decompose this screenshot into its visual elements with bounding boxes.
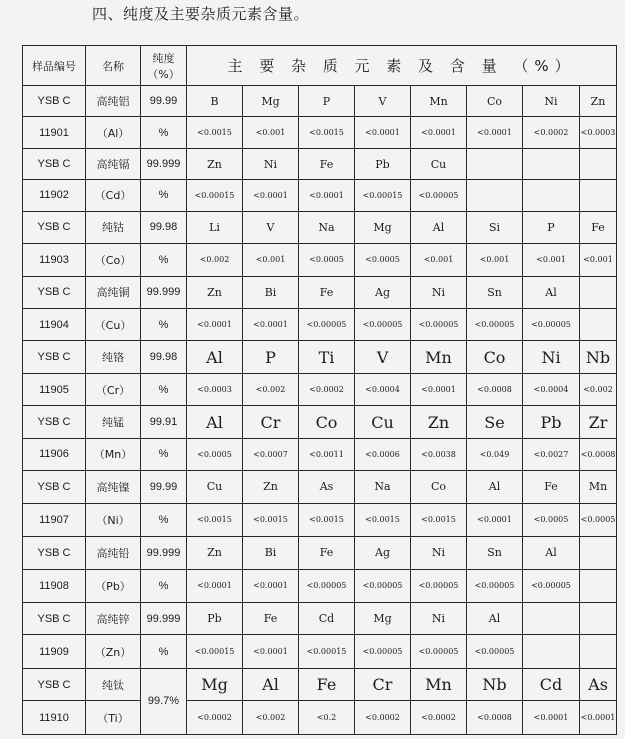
- sample-code-number: 11907: [23, 503, 86, 536]
- impurity-content: <0.00005: [355, 569, 411, 602]
- impurity-element: Co: [467, 86, 523, 117]
- impurity-element: Cd: [523, 668, 580, 700]
- impurity-content: <0.00005: [355, 635, 411, 668]
- impurity-element: V: [355, 86, 411, 117]
- impurity-content: <0.0001: [187, 569, 243, 602]
- impurity-content: <0.0001: [299, 180, 355, 211]
- impurity-element: P: [523, 211, 580, 243]
- purity-unit: %: [141, 635, 187, 668]
- sample-symbol: （Mn）: [86, 438, 141, 470]
- impurity-content: <0.00005: [355, 309, 411, 341]
- sample-code-prefix: YSB C: [23, 341, 86, 373]
- impurity-content: [523, 180, 580, 211]
- sample-symbol: （Pb）: [86, 569, 141, 602]
- impurity-content: <0.0005: [187, 438, 243, 470]
- impurity-content: <0.0001: [467, 503, 523, 536]
- impurity-content: <0.0015: [299, 503, 355, 536]
- impurity-element: Fe: [243, 602, 299, 634]
- header-row: [23, 46, 617, 86]
- impurity-content: <0.0006: [355, 438, 411, 470]
- impurity-content: [580, 635, 617, 668]
- sample-code-prefix: YSB C: [23, 668, 86, 700]
- purity-unit: %: [141, 373, 187, 405]
- impurity-element: Ag: [355, 276, 411, 308]
- impurity-content: [580, 569, 617, 602]
- sample-row-values: [23, 117, 617, 148]
- sample-code-prefix: YSB C: [23, 211, 86, 243]
- sample-row: [23, 406, 617, 438]
- impurity-content: <0.0008: [467, 373, 523, 405]
- sample-name: 高纯铅: [86, 537, 141, 569]
- impurity-element: Ni: [523, 86, 580, 117]
- impurity-content: <0.0004: [523, 373, 580, 405]
- impurity-element: Li: [187, 211, 243, 243]
- impurity-element: Ti: [299, 341, 355, 373]
- sample-code-number: 11906: [23, 438, 86, 470]
- sample-code-prefix: YSB C: [23, 406, 86, 438]
- impurity-content: <0.0002: [299, 373, 355, 405]
- sample-row: [23, 537, 617, 569]
- impurity-content: <0.001: [243, 244, 299, 276]
- sample-code-number: 11905: [23, 373, 86, 405]
- impurity-element: Ag: [355, 537, 411, 569]
- impurity-content: <0.0003: [187, 373, 243, 405]
- sample-name: 纯锰: [86, 406, 141, 438]
- impurity-element: Fe: [580, 211, 617, 243]
- impurity-element: Zr: [580, 406, 617, 438]
- impurity-content: [580, 180, 617, 211]
- impurity-content: <0.0001: [243, 180, 299, 211]
- impurity-element: As: [299, 471, 355, 503]
- impurity-element: Mn: [411, 668, 467, 700]
- sample-name: 高纯锌: [86, 602, 141, 634]
- section-heading: 四、纯度及主要杂质元素含量。: [92, 5, 310, 23]
- impurity-element: Fe: [523, 471, 580, 503]
- sample-purity: 99.999: [141, 602, 187, 634]
- impurity-element: Mn: [411, 341, 467, 373]
- impurity-content: <0.001: [411, 244, 467, 276]
- impurity-content: <0.00005: [523, 569, 580, 602]
- impurity-element: Ni: [411, 602, 467, 634]
- sample-row: [23, 341, 617, 373]
- impurity-content: <0.00005: [299, 569, 355, 602]
- impurity-content: <0.0015: [187, 117, 243, 148]
- impurity-content: <0.001: [467, 244, 523, 276]
- impurity-element: Al: [467, 471, 523, 503]
- impurity-content: <0.00005: [299, 309, 355, 341]
- impurity-element: Se: [467, 406, 523, 438]
- impurity-element: Zn: [243, 471, 299, 503]
- impurity-content: <0.00005: [467, 569, 523, 602]
- impurity-content: <0.00015: [299, 635, 355, 668]
- impurity-element: P: [243, 341, 299, 373]
- sample-name: 纯钛: [86, 668, 141, 700]
- sample-row-values: [23, 309, 617, 341]
- impurity-element: Fe: [299, 148, 355, 179]
- impurity-element: V: [355, 341, 411, 373]
- sample-code-prefix: YSB C: [23, 276, 86, 308]
- sample-name: 纯钴: [86, 211, 141, 243]
- impurity-content: <0.0002: [187, 701, 243, 735]
- impurity-content: <0.00015: [187, 180, 243, 211]
- impurity-content: <0.049: [467, 438, 523, 470]
- impurity-content: <0.0002: [523, 117, 580, 148]
- impurity-element: [580, 148, 617, 179]
- impurity-content: <0.002: [243, 373, 299, 405]
- impurity-content: <0.0001: [243, 635, 299, 668]
- impurity-content: <0.00005: [467, 635, 523, 668]
- impurity-content: <0.00005: [411, 180, 467, 211]
- sample-code-number: 11902: [23, 180, 86, 211]
- impurity-content: <0.0002: [411, 701, 467, 735]
- sample-purity: 99.7%: [141, 668, 187, 734]
- impurity-content: <0.2: [299, 701, 355, 735]
- impurity-element: Na: [355, 471, 411, 503]
- impurity-content: <0.00005: [411, 309, 467, 341]
- impurity-element: Cu: [355, 406, 411, 438]
- sample-code-prefix: YSB C: [23, 471, 86, 503]
- sample-name: 纯铬: [86, 341, 141, 373]
- sample-purity: 99.99: [141, 86, 187, 117]
- impurity-table: [22, 45, 617, 735]
- impurity-content: <0.0004: [355, 373, 411, 405]
- sample-purity: 99.999: [141, 537, 187, 569]
- impurity-element: Al: [523, 537, 580, 569]
- sample-row: [23, 211, 617, 243]
- sample-row: [23, 668, 617, 700]
- sample-symbol: （Cd）: [86, 180, 141, 211]
- header-name: 名称: [86, 46, 141, 86]
- impurity-element: Co: [467, 341, 523, 373]
- impurity-element: Ni: [411, 537, 467, 569]
- impurity-element: Mg: [187, 668, 243, 700]
- impurity-content: <0.0015: [187, 503, 243, 536]
- impurity-element: B: [187, 86, 243, 117]
- sample-row-values: [23, 180, 617, 211]
- sample-symbol: （Cr）: [86, 373, 141, 405]
- impurity-content: <0.0038: [411, 438, 467, 470]
- sample-row-values: [23, 373, 617, 405]
- impurity-element: Fe: [299, 668, 355, 700]
- impurity-element: Mg: [355, 211, 411, 243]
- impurity-element: Pb: [187, 602, 243, 634]
- sample-purity: 99.999: [141, 148, 187, 179]
- impurity-element: As: [580, 668, 617, 700]
- sample-symbol: （Ni）: [86, 503, 141, 536]
- impurity-element: [523, 602, 580, 634]
- sample-row: [23, 276, 617, 308]
- sample-code-number: 11910: [23, 701, 86, 735]
- sample-code-number: 11901: [23, 117, 86, 148]
- sample-row-values: [23, 244, 617, 276]
- impurity-content: <0.001: [580, 244, 617, 276]
- impurity-element: V: [243, 211, 299, 243]
- sample-code-prefix: YSB C: [23, 537, 86, 569]
- impurity-content: <0.001: [243, 117, 299, 148]
- sample-name: 高纯铜: [86, 276, 141, 308]
- purity-unit: %: [141, 244, 187, 276]
- impurity-content: <0.00015: [355, 180, 411, 211]
- impurity-element: Cu: [187, 471, 243, 503]
- sample-row-values: [23, 438, 617, 470]
- impurity-content: <0.0001: [467, 117, 523, 148]
- impurity-content: <0.002: [243, 701, 299, 735]
- impurity-element: Zn: [411, 406, 467, 438]
- sample-row-values: [23, 701, 617, 735]
- impurity-content: <0.0001: [243, 309, 299, 341]
- sample-code-number: 11909: [23, 635, 86, 668]
- impurity-content: <0.0002: [355, 701, 411, 735]
- sample-row: [23, 471, 617, 503]
- impurity-element: Mn: [580, 471, 617, 503]
- impurity-content: <0.00005: [411, 569, 467, 602]
- header-sample-code: 样品编号: [23, 46, 86, 86]
- impurity-content: <0.0015: [411, 503, 467, 536]
- sample-row-values: [23, 503, 617, 536]
- impurity-element: Zn: [187, 276, 243, 308]
- purity-unit: %: [141, 569, 187, 602]
- sample-purity: 99.98: [141, 211, 187, 243]
- impurity-element: Bi: [243, 276, 299, 308]
- impurity-element: Al: [467, 602, 523, 634]
- impurity-content: [580, 309, 617, 341]
- impurity-element: Nb: [467, 668, 523, 700]
- impurity-content: <0.0027: [523, 438, 580, 470]
- impurity-element: Bi: [243, 537, 299, 569]
- impurity-element: Mg: [243, 86, 299, 117]
- impurity-content: [523, 635, 580, 668]
- impurity-content: <0.0015: [299, 117, 355, 148]
- sample-symbol: （Zn）: [86, 635, 141, 668]
- sample-row: [23, 602, 617, 634]
- sample-symbol: （Ti）: [86, 701, 141, 735]
- impurity-content: <0.002: [580, 373, 617, 405]
- impurity-element: [580, 537, 617, 569]
- sample-symbol: （Co）: [86, 244, 141, 276]
- impurity-element: Pb: [355, 148, 411, 179]
- impurity-element: Mn: [411, 86, 467, 117]
- purity-unit: %: [141, 180, 187, 211]
- impurity-content: <0.0001: [523, 701, 580, 735]
- sample-row-values: [23, 635, 617, 668]
- impurity-element: Al: [243, 668, 299, 700]
- impurity-element: Cu: [411, 148, 467, 179]
- impurity-element: Na: [299, 211, 355, 243]
- sample-row-values: [23, 569, 617, 602]
- impurity-element: Co: [411, 471, 467, 503]
- impurity-element: Al: [523, 276, 580, 308]
- impurity-element: Si: [467, 211, 523, 243]
- impurity-element: Zn: [187, 537, 243, 569]
- impurity-element: [580, 276, 617, 308]
- header-impurities: 主 要 杂 质 元 素 及 含 量 （%）: [187, 46, 617, 86]
- impurity-element: [467, 148, 523, 179]
- sample-purity: 99.91: [141, 406, 187, 438]
- impurity-content: <0.0001: [243, 569, 299, 602]
- impurity-content: <0.0005: [523, 503, 580, 536]
- sample-name: 高纯镍: [86, 471, 141, 503]
- header-purity: [141, 46, 187, 86]
- impurity-content: <0.0015: [243, 503, 299, 536]
- impurity-content: <0.0001: [411, 117, 467, 148]
- sample-code-prefix: YSB C: [23, 148, 86, 179]
- impurity-element: Cd: [299, 602, 355, 634]
- impurity-content: [467, 180, 523, 211]
- impurity-element: Fe: [299, 537, 355, 569]
- sample-code-number: 11903: [23, 244, 86, 276]
- impurity-element: Sn: [467, 276, 523, 308]
- impurity-element: Cr: [355, 668, 411, 700]
- purity-unit: %: [141, 503, 187, 536]
- sample-code-prefix: YSB C: [23, 602, 86, 634]
- impurity-element: Ni: [523, 341, 580, 373]
- purity-unit: %: [141, 117, 187, 148]
- purity-unit: %: [141, 309, 187, 341]
- impurity-content: <0.0015: [355, 503, 411, 536]
- impurity-content: <0.00005: [467, 309, 523, 341]
- impurity-content: <0.002: [187, 244, 243, 276]
- impurity-content: <0.0005: [299, 244, 355, 276]
- sample-purity: 99.99: [141, 471, 187, 503]
- impurity-element: Mg: [355, 602, 411, 634]
- impurity-content: <0.0001: [411, 373, 467, 405]
- impurity-content: <0.00015: [187, 635, 243, 668]
- impurity-content: <0.0007: [243, 438, 299, 470]
- impurity-content: <0.00005: [523, 309, 580, 341]
- impurity-content: <0.0001: [187, 309, 243, 341]
- impurity-element: Zn: [580, 86, 617, 117]
- impurity-content: <0.0008: [580, 438, 617, 470]
- impurity-element: Al: [187, 406, 243, 438]
- sample-code-number: 11904: [23, 309, 86, 341]
- sample-symbol: （Cu）: [86, 309, 141, 341]
- impurity-content: <0.0005: [580, 503, 617, 536]
- impurity-element: Ni: [243, 148, 299, 179]
- impurity-content: <0.0003: [580, 117, 617, 148]
- sample-purity: 99.999: [141, 276, 187, 308]
- sample-code-number: 11908: [23, 569, 86, 602]
- sample-symbol: （Al）: [86, 117, 141, 148]
- impurity-content: <0.00005: [411, 635, 467, 668]
- header-purity-line1: 纯度: [152, 51, 175, 65]
- impurity-element: Fe: [299, 276, 355, 308]
- sample-row: [23, 86, 617, 117]
- sample-purity: 99.98: [141, 341, 187, 373]
- impurity-content: <0.0001: [580, 701, 617, 735]
- impurity-element: P: [299, 86, 355, 117]
- impurity-element: [580, 602, 617, 634]
- impurity-element: [523, 148, 580, 179]
- impurity-element: Al: [411, 211, 467, 243]
- impurity-content: <0.0008: [467, 701, 523, 735]
- sample-code-prefix: YSB C: [23, 86, 86, 117]
- impurity-content: <0.0011: [299, 438, 355, 470]
- impurity-element: Cr: [243, 406, 299, 438]
- impurity-element: Nb: [580, 341, 617, 373]
- impurity-element: Pb: [523, 406, 580, 438]
- impurity-element: Al: [187, 341, 243, 373]
- impurity-element: Sn: [467, 537, 523, 569]
- sample-name: 高纯镉: [86, 148, 141, 179]
- header-purity-line2: （%）: [147, 67, 180, 81]
- impurity-element: Ni: [411, 276, 467, 308]
- impurity-content: <0.0001: [355, 117, 411, 148]
- sample-name: 高纯铝: [86, 86, 141, 117]
- impurity-element: Co: [299, 406, 355, 438]
- impurity-content: <0.001: [523, 244, 580, 276]
- sample-row: [23, 148, 617, 179]
- purity-unit: %: [141, 438, 187, 470]
- impurity-content: <0.0005: [355, 244, 411, 276]
- impurity-element: Zn: [187, 148, 243, 179]
